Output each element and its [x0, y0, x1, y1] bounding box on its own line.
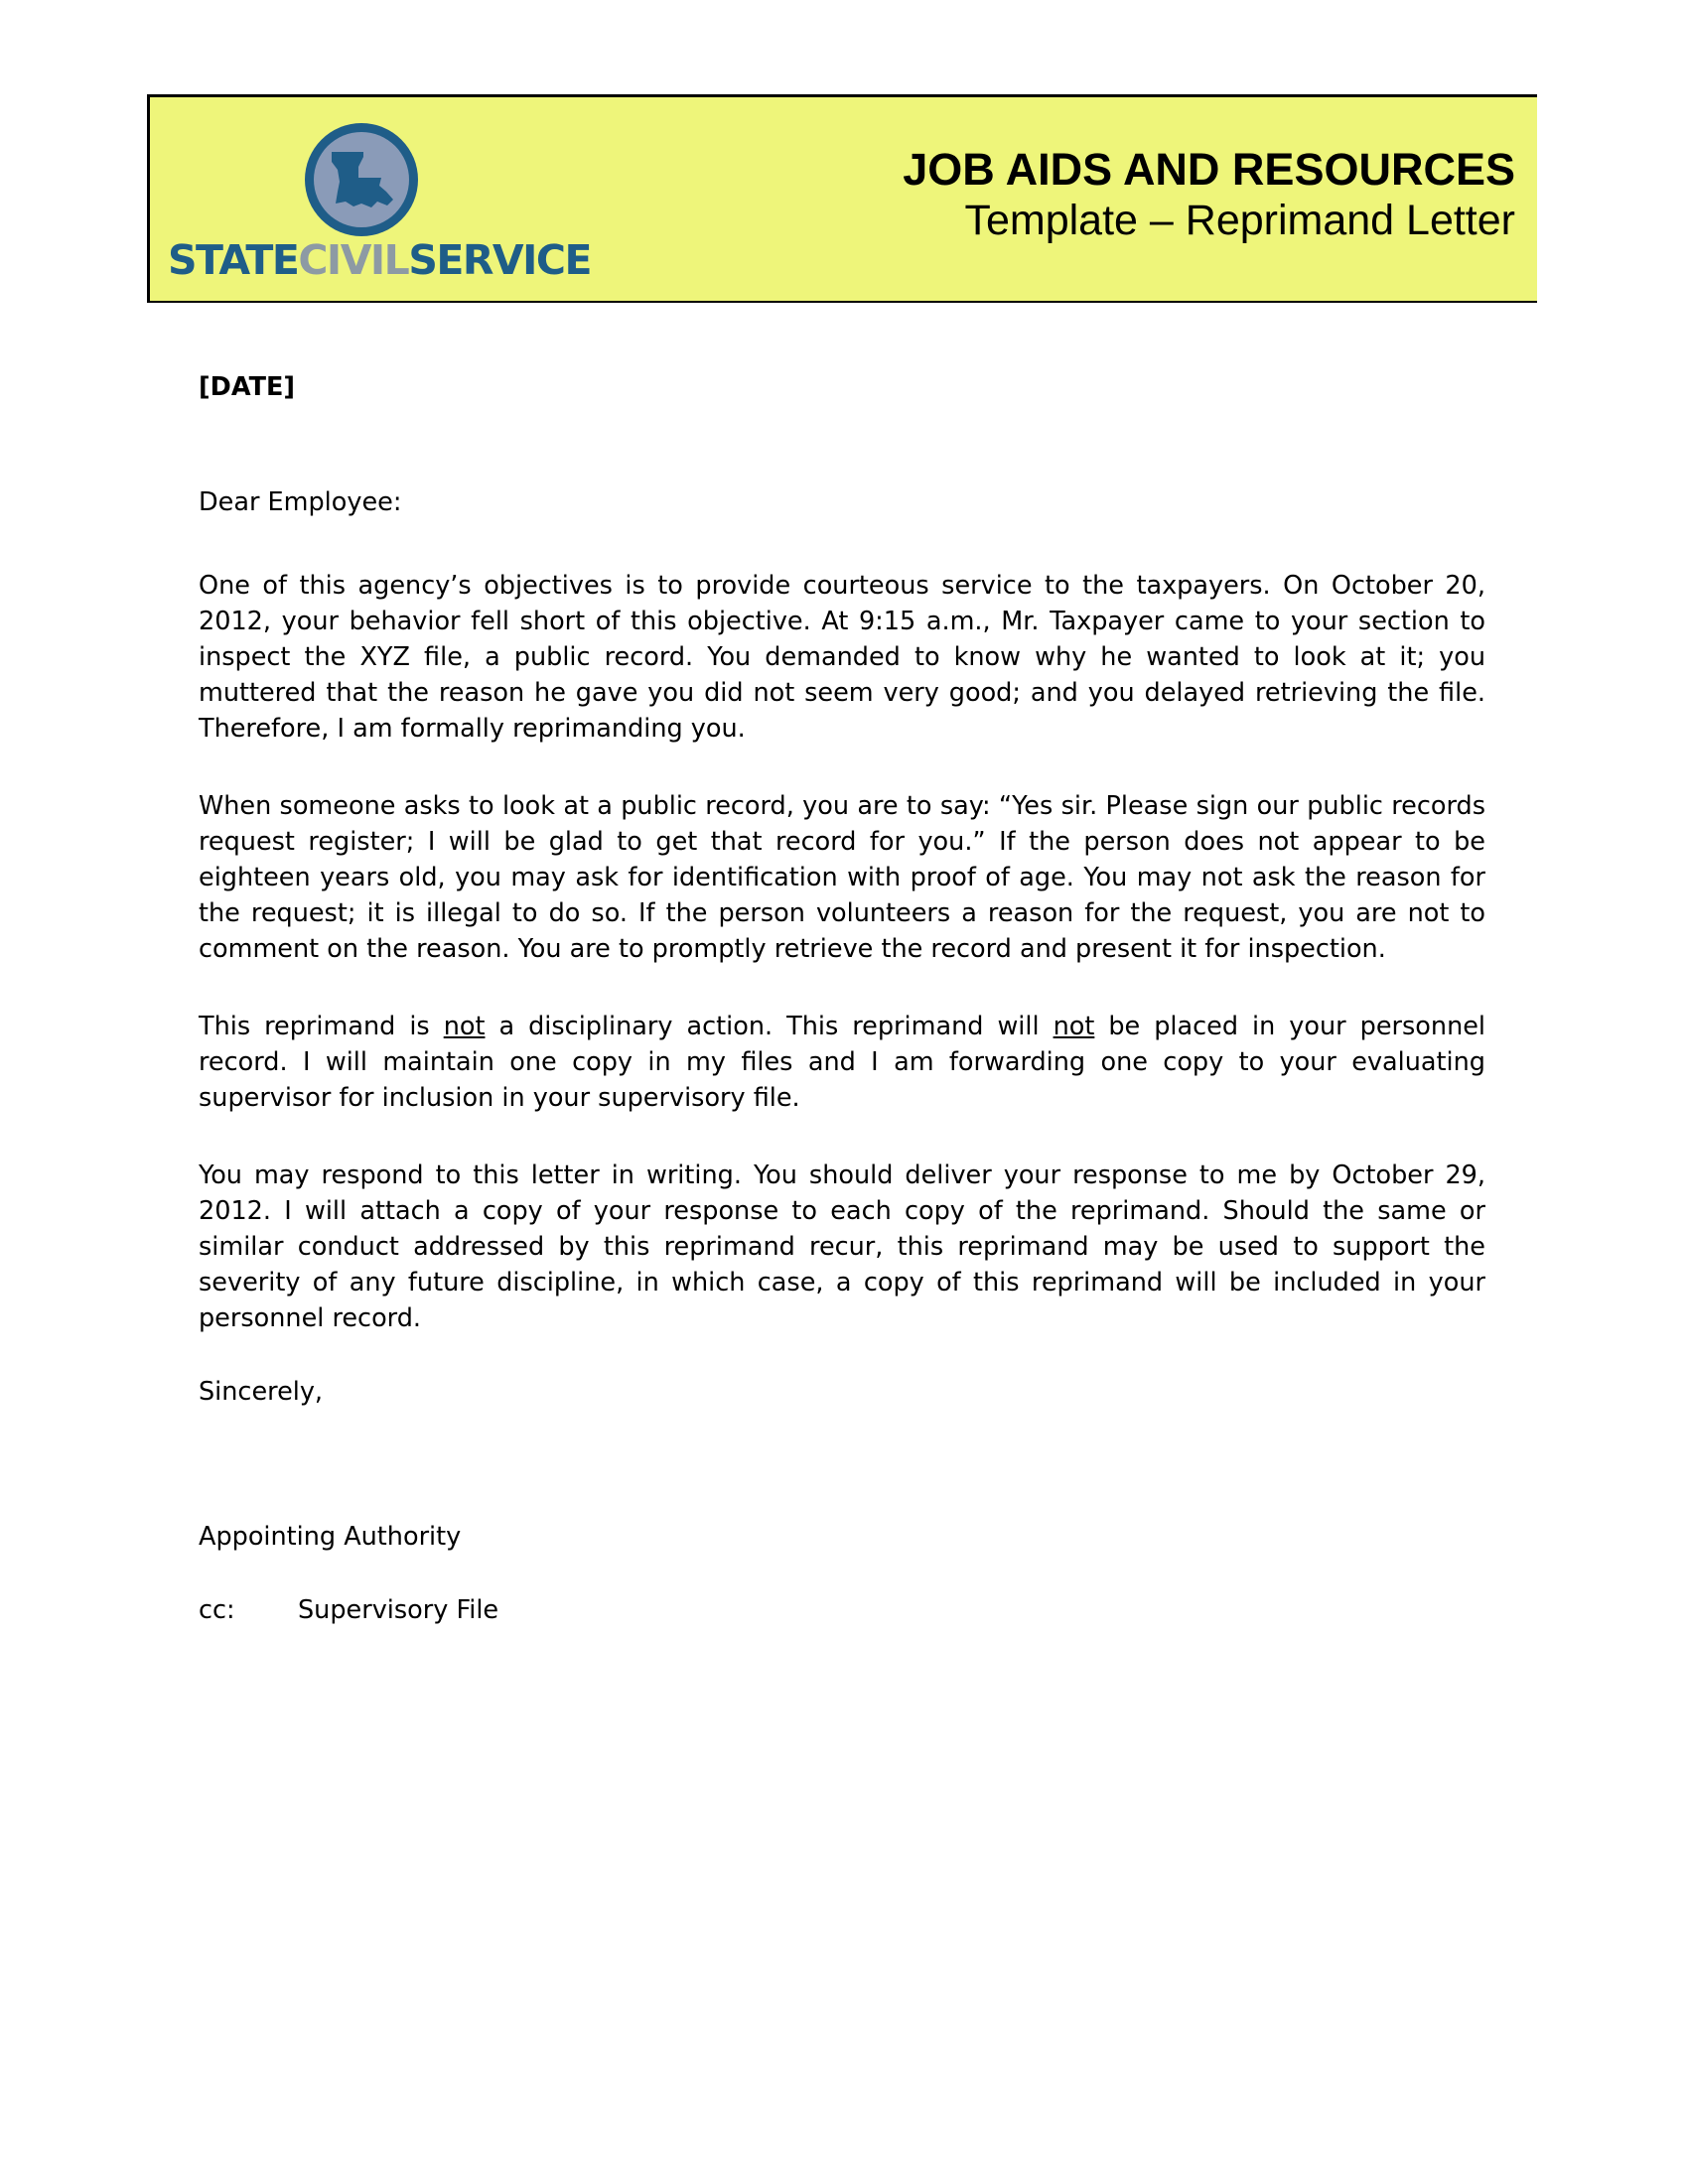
emphasis-not: not	[1053, 1012, 1095, 1041]
paragraph-incident: One of this agency’s objectives is to provide courteous service to the taxpayers. On October 20, 2012, your behavior fell short of this objective. At 9:15 a.m., Mr. Taxpayer came to your section to inspect the XYZ file, a public record. You demanded to know why he wanted to look at it; you muttered that the reason he gave you did not seem very good; and you delayed retrieving the file. Therefore, I am formally reprimanding you.	[199, 571, 1485, 744]
signer-title: Appointing Authority	[199, 1522, 462, 1552]
cc-label: cc:	[199, 1595, 235, 1625]
cc-line	[199, 1592, 1485, 1628]
louisiana-state-logo-icon	[302, 120, 421, 239]
header-banner	[147, 94, 1537, 303]
letter-body	[199, 357, 1485, 1628]
salutation: Dear Employee:	[199, 487, 402, 517]
page-subtitle: Template – Reprimand Letter	[964, 197, 1515, 244]
page-title: JOB AIDS AND RESOURCES	[903, 144, 1515, 195]
emphasis-not: not	[443, 1012, 486, 1041]
letter-date: [DATE]	[199, 372, 296, 402]
state-civil-service-wordmark: STATECIVILSERVICE	[168, 236, 592, 284]
paragraph-instructions: When someone asks to look at a public record, you are to say: “Yes sir. Please sign our public records request register; I will be glad to get that record for you.” If the person does not appear to be eighteen years old, you may ask for identification with proof of age. You may not ask the reason for the request; it is illegal to do so. If the person volunteers a reason for the request, you are not to comment on the reason. You are to promptly retrieve the record and present it for inspection.	[199, 791, 1485, 964]
closing: Sincerely,	[199, 1377, 324, 1407]
cc-recipient: Supervisory File	[298, 1595, 499, 1625]
paragraph-response: You may respond to this letter in writing. You should deliver your response to me by October 29, 2012. I will attach a copy of your response to each copy of the reprimand. Should the same or similar conduct addressed by this reprimand recur, this reprimand may be used to support the severity of any future discipline, in which case, a copy of this reprimand will be included in your personnel record.	[199, 1160, 1485, 1333]
paragraph-reprimand-status: This reprimand is not a disciplinary action. This reprimand will not be placed in your personnel record. I will maintain one copy in my files and I am forwarding one copy to your evaluating supervisor for inclusion in your supervisory file.	[199, 1012, 1486, 1113]
